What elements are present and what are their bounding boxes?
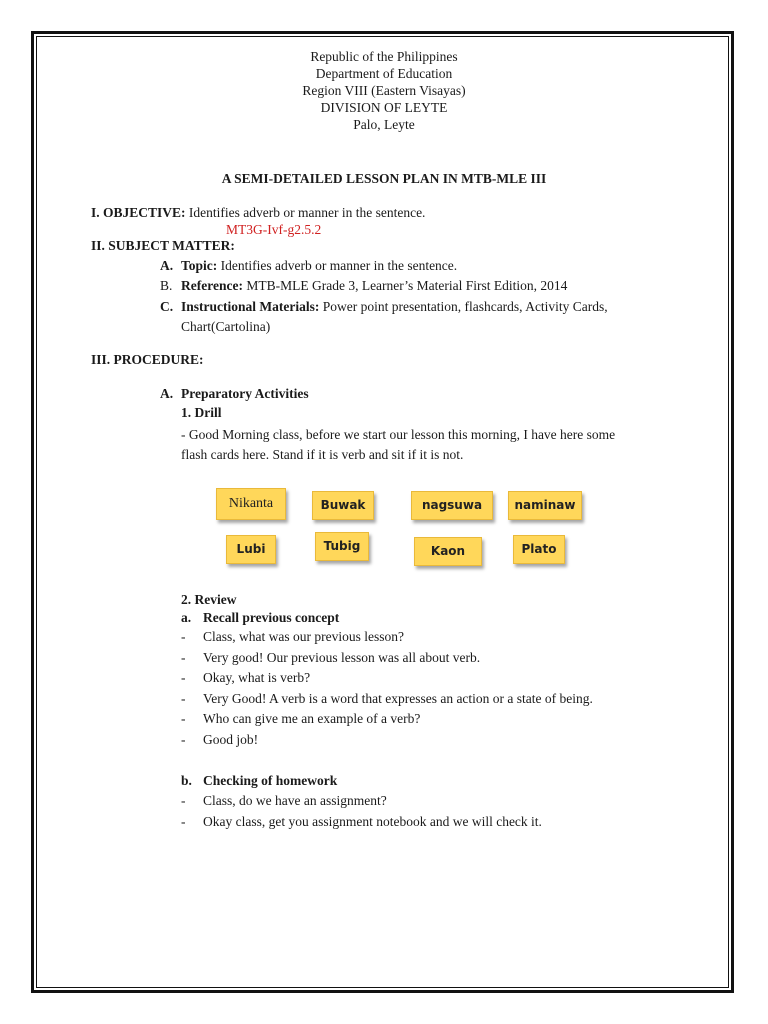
flash-card: nagsuwa: [411, 491, 493, 520]
flash-card: Tubig: [315, 532, 369, 561]
prep-activities-label: Preparatory Activities: [181, 386, 309, 401]
recall-item: Who can give me an example of a verb?: [203, 711, 421, 726]
header-republic: Republic of the Philippines: [310, 49, 458, 64]
subject-item-materials-content: [181, 299, 608, 316]
flash-card: Lubi: [226, 535, 276, 564]
flash-card: naminaw: [508, 491, 582, 520]
prep-marker: A.: [160, 386, 174, 401]
flash-card: Nikanta: [216, 488, 286, 520]
header-location: Palo, Leyte: [353, 117, 415, 132]
subject-item-materials: [160, 299, 173, 316]
list-dash: -: [181, 691, 186, 706]
header-department: Department of Education: [315, 66, 453, 81]
recall-item: Okay, what is verb?: [203, 670, 311, 685]
drill-label: 1. Drill: [181, 405, 222, 420]
topic-text: Identifies adverb or manner in the sentence.: [217, 258, 458, 273]
drill-text-line2: flash cards here. Stand if it is verb and sit if it is not.: [181, 447, 464, 462]
procedure-label: III. PROCEDURE:: [91, 352, 204, 367]
flash-card: Kaon: [414, 537, 482, 566]
objective-text: Identifies adverb or manner in the sentence.: [185, 205, 426, 220]
objective-code: MT3G-Ivf-g2.5.2: [226, 222, 322, 237]
list-dash: -: [181, 732, 186, 747]
drill-text-line1: - Good Morning class, before we start our lesson this morning, I have here some: [181, 427, 616, 442]
topic-label: Topic:: [181, 258, 218, 273]
materials-text: Power point presentation, flashcards, Activity Cards,: [319, 299, 608, 314]
list-dash: -: [181, 711, 186, 726]
subject-item-marker: B.: [160, 278, 173, 293]
subject-item-reference-content: [181, 278, 567, 295]
subject-item-marker: C.: [160, 299, 174, 314]
subject-item-topic: [160, 258, 173, 275]
recall-marker: a.: [181, 610, 192, 625]
subject-item-reference: [160, 278, 172, 295]
reference-label: Reference:: [181, 278, 243, 293]
materials-label: Instructional Materials:: [181, 299, 320, 314]
objective-line: [91, 205, 425, 222]
objective-label: I. OBJECTIVE:: [91, 205, 186, 220]
recall-item: Very good! Our previous lesson was all about verb.: [203, 650, 481, 665]
homework-item: Class, do we have an assignment?: [203, 793, 387, 808]
header-division: DIVISION OF LEYTE: [320, 100, 448, 115]
subject-item-topic-content: [181, 258, 457, 275]
reference-text: MTB-MLE Grade 3, Learner’s Material First Edition, 2014: [242, 278, 568, 293]
document-header: [0, 48, 768, 133]
list-dash: -: [181, 814, 186, 829]
list-dash: -: [181, 650, 186, 665]
flash-card: Buwak: [312, 491, 374, 520]
recall-item: Class, what was our previous lesson?: [203, 629, 404, 644]
document-title: A SEMI-DETAILED LESSON PLAN IN MTB-MLE III: [221, 171, 547, 186]
recall-item: Very Good! A verb is a word that expresses an action or a state of being.: [203, 691, 593, 706]
flash-card: Plato: [513, 535, 565, 564]
header-region: Region VIII (Eastern Visayas): [302, 83, 466, 98]
list-dash: -: [181, 670, 186, 685]
recall-item: Good job!: [203, 732, 259, 747]
review-label: 2. Review: [181, 592, 237, 607]
list-dash: -: [181, 793, 186, 808]
subject-item-marker: A.: [160, 258, 174, 273]
materials-text-continued: Chart(Cartolina): [181, 319, 271, 334]
subject-matter-label: II. SUBJECT MATTER:: [91, 238, 235, 253]
recall-label: Recall previous concept: [203, 610, 340, 625]
homework-label: Checking of homework: [203, 773, 338, 788]
list-dash: -: [181, 629, 186, 644]
homework-marker: b.: [181, 773, 192, 788]
homework-item: Okay class, get you assignment notebook and we will check it.: [203, 814, 542, 829]
